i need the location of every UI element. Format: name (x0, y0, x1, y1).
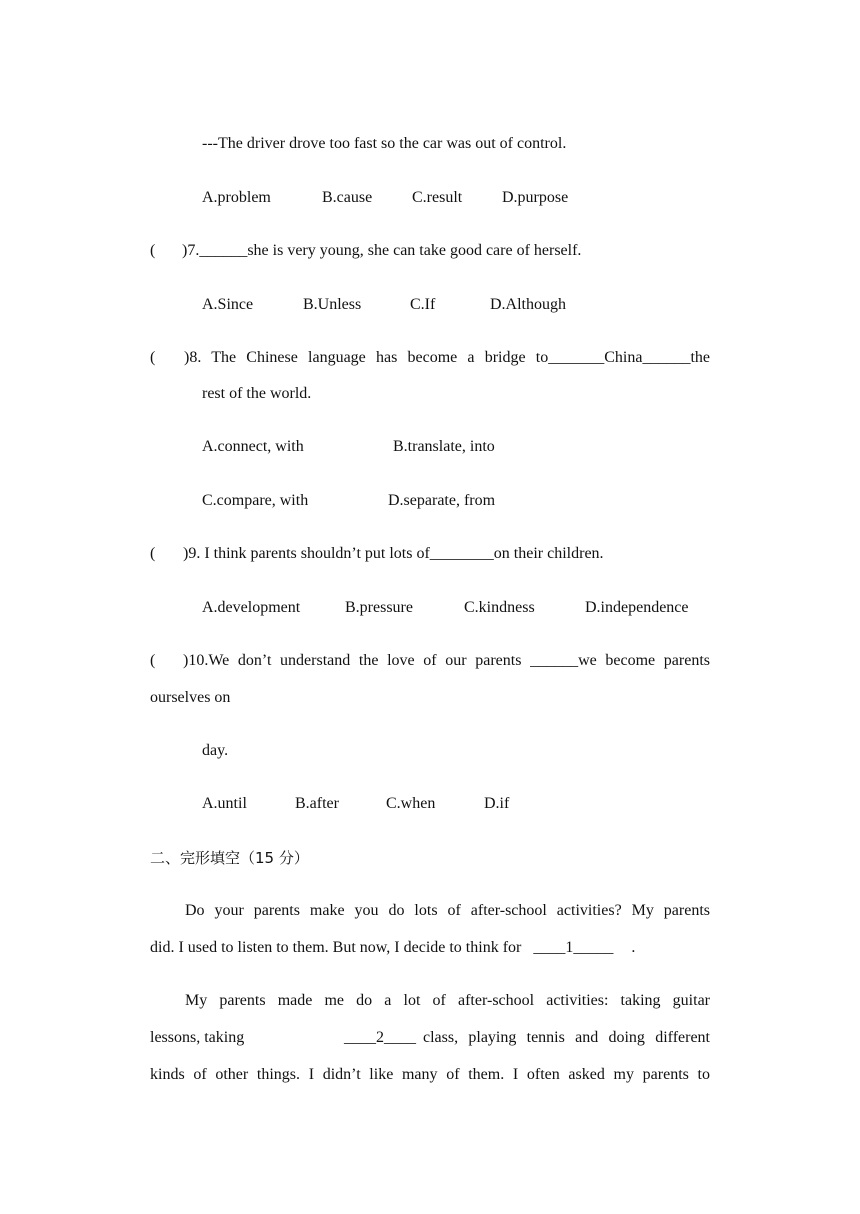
q10-stem-cont2: day. (202, 742, 229, 759)
p2-line1: My parents made me do a lot of after-school activities: taking guitar (185, 992, 710, 1009)
q9-option-b: B.pressure (345, 599, 413, 616)
q9-option-a: A.development (202, 599, 301, 616)
q6-option-b: B.cause (322, 189, 373, 206)
p1-line2 (150, 938, 635, 958)
q6-option-d: D.purpose (502, 189, 569, 206)
q7-option-d: D.Although (490, 296, 566, 313)
q8-stem: )8. The Chinese language has become a bridge to_______China______the (184, 349, 710, 366)
blank-1: ____1_____ (533, 939, 614, 956)
q10-paren: ( (150, 652, 156, 669)
p1-line2-text: did. I used to listen to them. But now, I decide to think for (150, 939, 526, 956)
q8-option-c: C.compare, with (202, 492, 309, 509)
q7-option-a: A.Since (202, 296, 254, 313)
q10-option-d: D.if (484, 795, 510, 812)
p1-line1: Do your parents make you do lots of after-school activities? My parents (185, 902, 710, 919)
q7-option-c: C.If (410, 296, 436, 313)
q8-option-a: A.connect, with (202, 438, 304, 455)
q10-option-a: A.until (202, 795, 247, 812)
q10-option-b: B.after (295, 795, 339, 812)
section-heading: 二、完形填空（15 分） (150, 849, 309, 867)
q9-option-c: C.kindness (464, 599, 535, 616)
p2-line3: kinds of other things. I didn’t like many of them. I often asked my parents to (150, 1066, 710, 1083)
q6-option-a: A.problem (202, 189, 271, 206)
q10-stem: )10.We don’t understand the love of our parents ______we become parents (183, 652, 710, 669)
q7-option-b: B.Unless (303, 296, 362, 313)
q10-stem-cont: ourselves on (150, 689, 231, 706)
q6-answer-line: ---The driver drove too fast so the car was out of control. (202, 135, 567, 152)
p1-line2-end: . (631, 939, 636, 956)
p2-line2-b: class, playing tennis and doing different (423, 1029, 710, 1046)
q9-stem: )9. I think parents shouldn’t put lots of________on their children. (183, 545, 604, 562)
p2-line2-a: lessons, taking (150, 1029, 245, 1046)
q8-option-b: B.translate, into (393, 438, 495, 455)
q6-option-c: C.result (412, 189, 463, 206)
q9-option-d: D.independence (585, 599, 689, 616)
q10-option-c: C.when (386, 795, 436, 812)
blank-2: ____2____ (344, 1029, 416, 1046)
q8-paren: ( (150, 349, 156, 366)
q8-stem-cont: rest of the world. (202, 385, 312, 402)
q9-paren: ( (150, 545, 156, 562)
q7-stem: )7.______she is very young, she can take good care of herself. (182, 242, 582, 259)
q8-option-d: D.separate, from (388, 492, 496, 509)
q7-paren: ( (150, 242, 156, 259)
